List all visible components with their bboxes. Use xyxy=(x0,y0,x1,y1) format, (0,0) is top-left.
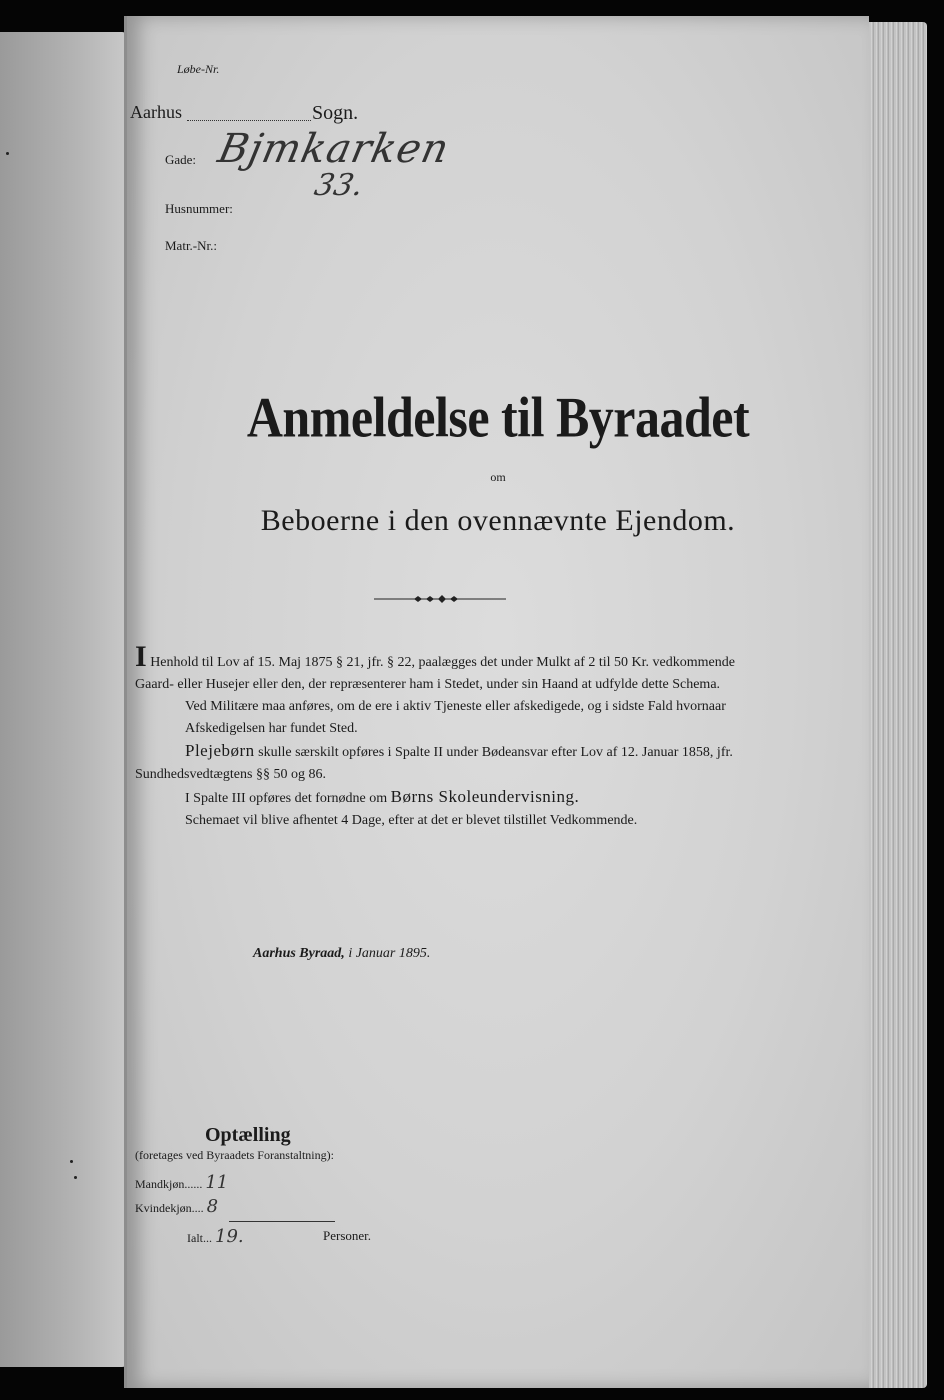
sum-rule xyxy=(229,1221,335,1222)
paragraph-4-emphasis: Børns Skoleundervisning. xyxy=(390,787,580,806)
instructions-text xyxy=(135,640,775,832)
signature-date: i Januar 1895. xyxy=(348,946,431,961)
paragraph-2: Ved Militære maa anføres, om de ere i aktiv Tjeneste eller afskedigede, og i sidste Fald hvornaar Afskedigelsen har fundet Sted. xyxy=(185,699,726,736)
paragraph-1 xyxy=(135,640,775,696)
ink-mark xyxy=(6,152,9,155)
paragraph-5: Schemaet vil blive afhentet 4 Dage, efter at det er blevet tilstillet Vedkommende. xyxy=(185,813,638,828)
drop-initial: I xyxy=(135,640,147,673)
paragraph-3 xyxy=(135,740,775,786)
husnummer-value: 33. xyxy=(311,168,367,203)
gade-label: Gade: xyxy=(165,152,197,167)
husnummer-label: Husnummer: xyxy=(165,201,233,216)
total-label: Ialt... xyxy=(187,1231,212,1245)
left-facing-page xyxy=(0,32,128,1367)
count-total-row xyxy=(187,1226,244,1247)
city-prefix: Aarhus xyxy=(130,102,182,122)
personer-label: Personer. xyxy=(323,1228,372,1243)
ornament-divider xyxy=(374,595,506,603)
female-label: Kvindekjøn.... xyxy=(135,1201,204,1215)
paragraph-4-text: I Spalte III opføres det fornødne om xyxy=(185,791,388,806)
title-connector: om xyxy=(490,470,506,484)
total-value: 19. xyxy=(215,1226,244,1247)
male-label: Mandkjøn...... xyxy=(135,1177,203,1191)
count-female-row xyxy=(135,1196,218,1217)
document-title: Anmeldelse til Byraadet xyxy=(246,384,750,450)
paragraph-3-text: skulle særskilt opføres i Spalte II under Bødeansvar efter Lov af 12. Januar 1858, jfr. Sundhedsvedtægtens §§ 50 og 86. xyxy=(135,745,733,782)
matr-label: Matr.-Nr.: xyxy=(165,238,217,253)
loebe-nr-label: Løbe-Nr. xyxy=(177,62,220,76)
parish-fill-line xyxy=(187,120,311,121)
female-value: 8 xyxy=(206,1196,219,1217)
paragraph-1-text: Henhold til Lov af 15. Maj 1875 § 21, jfr. § 22, paalægges det under Mulkt af 2 til 50 Kr. vedkommende Gaard- eller Husejer eller den, der repræsenterer ham i Stedet, under sin Haand at udfylde dette Schema. xyxy=(135,655,735,692)
ink-mark xyxy=(74,1176,77,1179)
paragraph-4 xyxy=(185,786,775,810)
count-subtitle: (foretages ved Byraadets Foranstaltning): xyxy=(135,1148,334,1162)
signature-place: Aarhus Byraad, xyxy=(253,946,345,961)
parish-label: Sogn. xyxy=(312,102,359,124)
count-title: Optælling xyxy=(205,1124,291,1146)
male-value: 11 xyxy=(205,1172,229,1193)
gade-value: Bjmkarken xyxy=(214,126,454,172)
document-subtitle: Beboerne i den ovennævnte Ejendom. xyxy=(260,504,736,537)
document-page xyxy=(124,16,869,1388)
signature-line xyxy=(253,946,430,962)
ink-mark xyxy=(70,1160,73,1163)
count-male-row xyxy=(135,1172,228,1193)
plejeboern-lead: Plejebørn xyxy=(185,741,255,760)
